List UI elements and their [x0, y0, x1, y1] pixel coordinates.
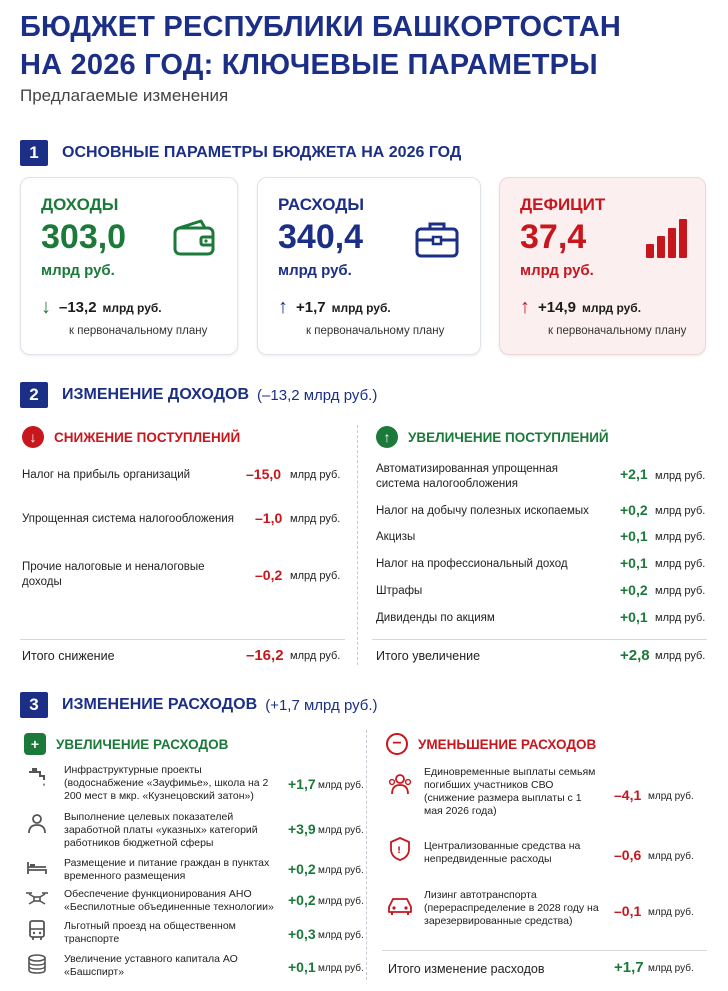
car-icon: [386, 894, 414, 916]
section-2-total: (–13,2 млрд руб.): [257, 386, 378, 404]
arrow-up-icon: ↑: [278, 296, 288, 318]
list-item-value: +0,3: [288, 926, 316, 942]
revenue-decrease-header: [22, 426, 240, 448]
expenses-unit: млрд руб.: [278, 262, 352, 279]
expenses-note: к первоначальному плану: [306, 325, 445, 337]
list-item-value: +0,1: [620, 609, 648, 625]
bus-icon: [26, 919, 48, 941]
expenses-value: 340,4: [278, 218, 364, 256]
list-item: Инфраструктурные проекты (водоснабжение «Зауфимье», школа на 2 200 мест в мкр. «Кузнецовский затон»): [64, 764, 269, 802]
revenue-increase-total-label: Итого увеличение: [376, 649, 481, 663]
income-value: 303,0: [41, 218, 127, 256]
deficit-value: 37,4: [520, 218, 587, 256]
income-change-unit: млрд руб.: [102, 300, 162, 315]
revenue-increase-total-value: +2,8: [620, 647, 650, 664]
list-item-unit: млрд руб.: [648, 851, 694, 862]
divider: [372, 639, 707, 640]
expenses-label: РАСХОДЫ: [278, 195, 364, 214]
list-item-unit: млрд руб.: [655, 558, 706, 570]
shield-icon: [388, 836, 412, 862]
arrow-down-icon: ↓: [41, 296, 51, 318]
list-item: Лизинг автотранспорта (перераспределение в 2028 году на зарезервированные средства): [424, 889, 599, 927]
list-item: Налог на добычу полезных ископаемых: [376, 505, 589, 517]
section-1-header: [20, 140, 461, 166]
revenue-decrease-total-value: –16,2: [246, 647, 284, 664]
minus-icon: −: [386, 733, 408, 755]
list-item-unit: млрд руб.: [648, 907, 694, 918]
page-title-line-2: НА 2026 ГОД: КЛЮЧЕВЫЕ ПАРАМЕТРЫ: [20, 49, 598, 81]
revenue-decrease-total-unit: млрд руб.: [290, 650, 341, 662]
revenue-decrease-title: СНИЖЕНИЕ ПОСТУПЛЕНИЙ: [54, 429, 241, 445]
list-item-value: +0,2: [288, 892, 316, 908]
section-2-divider: [357, 425, 358, 665]
list-item: Упрощенная система налогообложения: [22, 513, 234, 525]
list-item-value: +0,2: [620, 582, 648, 598]
briefcase-icon: [414, 216, 460, 262]
list-item-unit: млрд руб.: [655, 585, 706, 597]
deficit-unit: млрд руб.: [520, 262, 594, 279]
list-item: Размещение и питание граждан в пунктах временного размещения: [64, 857, 270, 882]
list-item-value: +0,1: [620, 555, 648, 571]
list-item-value: –1,0: [255, 510, 283, 526]
list-item-unit: млрд руб.: [655, 531, 706, 543]
list-item-value: –4,1: [614, 787, 642, 803]
list-item-value: +0,1: [288, 959, 316, 975]
list-item: Дивиденды по акциям: [376, 612, 495, 624]
list-item-value: +1,7: [288, 776, 316, 792]
revenue-increase-total-unit: млрд руб.: [655, 650, 706, 662]
list-item: Налог на прибыль организаций: [22, 469, 191, 481]
list-item: Увеличение уставного капитала АО «Башспирт»: [64, 953, 238, 978]
list-item-value: +3,9: [288, 821, 316, 837]
arrow-down-circle-icon: ↓: [22, 426, 44, 448]
bed-icon: [26, 856, 48, 878]
list-item: Акцизы: [376, 531, 416, 543]
income-label: ДОХОДЫ: [41, 195, 119, 214]
deficit-note: к первоначальному плану: [548, 325, 687, 337]
svg-text:!: !: [397, 846, 402, 856]
list-item-value: +0,2: [288, 861, 316, 877]
list-item-unit: млрд руб.: [318, 930, 364, 941]
page-subtitle: Предлагаемые изменения: [20, 86, 229, 105]
deficit-card: [499, 177, 706, 355]
section-2-header: [20, 382, 377, 408]
coins-icon: [26, 953, 48, 975]
list-item-value: +0,2: [620, 502, 648, 518]
expenses-total-unit: млрд руб.: [648, 963, 694, 974]
list-item-unit: млрд руб.: [655, 470, 706, 482]
expenses-decrease-title: УМЕНЬШЕНИЕ РАСХОДОВ: [418, 736, 597, 752]
list-item-unit: млрд руб.: [318, 963, 364, 974]
deficit-change: [520, 296, 641, 319]
revenue-increase-header: [376, 426, 609, 448]
list-item-unit: млрд руб.: [648, 791, 694, 802]
expenses-change: [278, 296, 391, 319]
bar-chart-icon: [643, 216, 689, 262]
deficit-change-unit: млрд руб.: [581, 300, 642, 315]
section-3-number: 3: [20, 692, 48, 718]
section-3-title: ИЗМЕНЕНИЕ РАСХОДОВ: [62, 696, 258, 713]
section-1-title: ОСНОВНЫЕ ПАРАМЕТРЫ БЮДЖЕТА НА 2026 ГОД: [62, 144, 462, 161]
list-item-unit: млрд руб.: [318, 780, 364, 791]
page-title-line-1: БЮДЖЕТ РЕСПУБЛИКИ БАШКОРТОСТАН: [20, 11, 622, 43]
drone-icon: [26, 888, 48, 910]
section-3-header: [20, 692, 378, 718]
list-item-value: +2,1: [620, 466, 648, 482]
water-tap-icon: [26, 766, 48, 788]
divider: [382, 950, 707, 951]
list-item: Льготный проезд на общественном транспорте: [64, 920, 236, 945]
header: [20, 8, 710, 106]
deficit-label: ДЕФИЦИТ: [520, 195, 606, 214]
list-item-value: –0,6: [614, 847, 642, 863]
arrow-up-circle-icon: ↑: [376, 426, 398, 448]
list-item-value: –0,1: [614, 903, 642, 919]
revenue-decrease-total-label: Итого снижение: [22, 649, 115, 663]
income-unit: млрд руб.: [41, 262, 115, 279]
list-item-unit: млрд руб.: [318, 896, 364, 907]
expenses-change-unit: млрд руб.: [331, 300, 391, 315]
arrow-up-icon: ↑: [520, 296, 530, 318]
expenses-total-value: +1,7: [614, 959, 644, 976]
expenses-increase-title: УВЕЛИЧЕНИЕ РАСХОДОВ: [56, 736, 229, 752]
income-change-value: –13,2: [59, 299, 97, 316]
worker-icon: [26, 812, 48, 834]
deficit-change-value: +14,9: [538, 299, 576, 316]
list-item: Автоматизированная упрощенная система налогообложения: [376, 463, 559, 490]
list-item-value: –15,0: [246, 466, 282, 482]
expenses-total-label: Итого изменение расходов: [388, 962, 545, 976]
list-item-unit: млрд руб.: [318, 865, 364, 876]
list-item: Централизованные средства на непредвиденные расходы: [424, 840, 581, 865]
expenses-decrease-header: [386, 733, 596, 755]
expenses-increase-header: [24, 733, 228, 755]
list-item-value: +0,1: [620, 528, 648, 544]
list-item: Прочие налоговые и неналоговые доходы: [22, 561, 205, 588]
divider: [20, 639, 345, 640]
income-note: к первоначальному плану: [69, 325, 208, 337]
wallet-icon: [171, 216, 217, 262]
income-card: [20, 177, 238, 355]
list-item-unit: млрд руб.: [655, 612, 706, 624]
list-item: Штрафы: [376, 585, 423, 597]
income-change: [41, 296, 162, 319]
section-2-title: ИЗМЕНЕНИЕ ДОХОДОВ: [62, 386, 250, 403]
list-item: Налог на профессиональный доход: [376, 558, 568, 570]
section-1-number: 1: [20, 140, 48, 166]
people-icon: [388, 772, 412, 796]
list-item-unit: млрд руб.: [655, 505, 706, 517]
list-item-value: –0,2: [255, 567, 283, 583]
section-2-number: 2: [20, 382, 48, 408]
list-item-unit: млрд руб.: [318, 825, 364, 836]
revenue-increase-title: УВЕЛИЧЕНИЕ ПОСТУПЛЕНИЙ: [408, 429, 609, 445]
list-item: Выполнение целевых показателей заработной платы «указных» категорий работников бюджетной сферы: [64, 811, 258, 849]
section-3-total: (+1,7 млрд руб.): [265, 696, 378, 714]
list-item-unit: млрд руб.: [290, 570, 341, 582]
list-item-unit: млрд руб.: [290, 513, 341, 525]
list-item: Единовременные выплаты семьям погибших участников СВО (снижение размера выплаты с 1 мая 2026 года): [424, 766, 596, 817]
expenses-change-value: +1,7: [296, 299, 326, 316]
list-item: Обеспечение функционирования АНО «Беспилотные объединенные технологии»: [64, 888, 274, 913]
expenses-card: [257, 177, 481, 355]
list-item-unit: млрд руб.: [290, 469, 341, 481]
plus-icon: +: [24, 733, 46, 755]
section-3-divider: [366, 730, 367, 980]
